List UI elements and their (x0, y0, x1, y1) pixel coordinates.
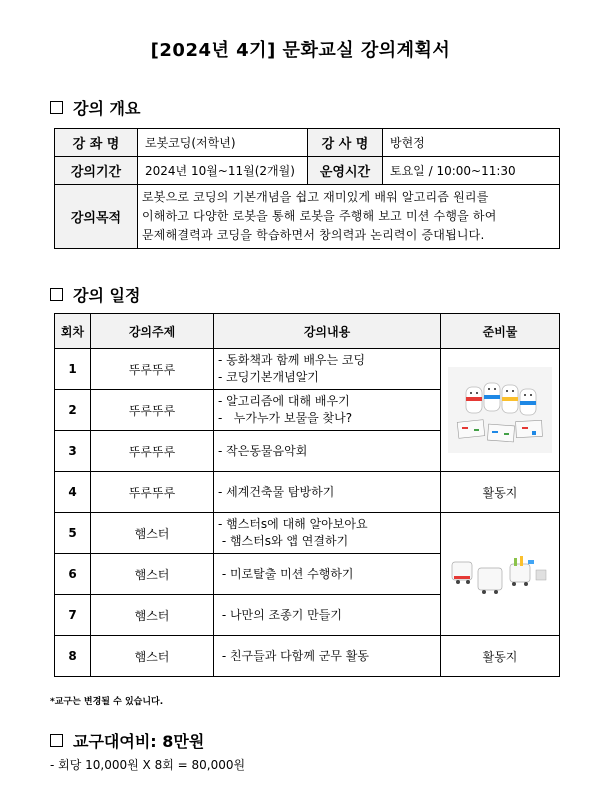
session-topic: 뚜루뚜루 (91, 472, 214, 513)
table-row (55, 513, 560, 554)
fee-heading (50, 729, 204, 752)
session-number: 3 (55, 431, 91, 472)
content-line: - 코딩기본개념알기 (218, 370, 319, 384)
teacher-label: 강 사 명 (308, 129, 383, 157)
session-content (214, 513, 441, 554)
content-line: - 나만의 조종기 만들기 (218, 607, 342, 622)
content-line: - 작은동물음악회 (218, 443, 308, 458)
time-value: 토요일 / 10:00~11:30 (383, 157, 560, 185)
col-header-session: 회차 (55, 314, 91, 349)
time-label: 운영시간 (308, 157, 383, 185)
teacher-value: 방현정 (383, 129, 560, 157)
goal-line: 이해하고 다양한 로봇을 통해 로봇을 주행해 보고 미션 수행을 하여 (142, 209, 497, 223)
session-content (214, 636, 441, 677)
checkbox-square-icon (50, 734, 63, 747)
hamster-robots-photo (448, 544, 552, 604)
session-content (214, 349, 441, 390)
goal-label: 강의목적 (55, 185, 138, 249)
goal-line: 문제해결력과 코딩을 학습하면서 창의력과 논리력이 증대됩니다. (142, 228, 485, 242)
session-topic: 뚜루뚜루 (91, 431, 214, 472)
schedule-heading (50, 283, 140, 306)
table-row (55, 636, 560, 677)
col-header-topic: 강의주제 (91, 314, 214, 349)
material-worksheet: 활동지 (441, 472, 560, 513)
period-value: 2024년 10월~11월(2개월) (138, 157, 308, 185)
content-line: - 알고리즘에 대해 배우기 (218, 394, 350, 408)
schedule-heading-text: 강의 일정 (73, 286, 141, 305)
materials-note: *교구는 변경될 수 있습니다. (50, 697, 164, 707)
session-number: 2 (55, 390, 91, 431)
content-line: - 햄스터s에 대해 알아보아요 (218, 517, 368, 531)
content-line: - 미로탈출 미션 수행하기 (218, 566, 354, 581)
session-number: 1 (55, 349, 91, 390)
session-number: 6 (55, 554, 91, 595)
material-cell-truetrue (441, 349, 560, 472)
goal-description (138, 185, 560, 249)
overview-heading-text: 강의 개요 (73, 99, 141, 118)
content-line: - 세계건축물 탐방하기 (218, 484, 335, 499)
course-label: 강 좌 명 (55, 129, 138, 157)
material-worksheet: 활동지 (441, 636, 560, 677)
session-content (214, 595, 441, 636)
session-content (214, 554, 441, 595)
session-number: 8 (55, 636, 91, 677)
session-content (214, 431, 441, 472)
course-value: 로봇코딩(저학년) (138, 129, 308, 157)
page-title: [2024년 4기] 문화교실 강의계획서 (150, 40, 451, 61)
period-label: 강의기간 (55, 157, 138, 185)
truetrue-robots-photo (448, 367, 552, 453)
checkbox-square-icon (50, 101, 63, 114)
content-line: - 누가누가 보물을 찾나? (218, 411, 353, 425)
checkbox-square-icon (50, 288, 63, 301)
overview-table (54, 128, 560, 249)
content-line: - 햄스터s와 앱 연결하기 (218, 534, 349, 548)
session-content (214, 390, 441, 431)
overview-heading (50, 96, 140, 119)
session-number: 7 (55, 595, 91, 636)
content-line: - 친구들과 다함께 군무 활동 (218, 648, 369, 663)
table-row (55, 349, 560, 390)
col-header-materials: 준비물 (441, 314, 560, 349)
session-topic: 뚜루뚜루 (91, 390, 214, 431)
content-line: - 동화책과 함께 배우는 코딩 (218, 353, 366, 367)
schedule-table (54, 313, 560, 677)
session-topic: 햄스터 (91, 595, 214, 636)
table-row (55, 472, 560, 513)
material-cell-hamster (441, 513, 560, 636)
session-topic: 햄스터 (91, 554, 214, 595)
session-number: 4 (55, 472, 91, 513)
goal-line: 로봇으로 코딩의 기본개념을 쉽고 재미있게 배워 알고리즘 원리를 (142, 190, 489, 204)
session-content (214, 472, 441, 513)
session-topic: 햄스터 (91, 636, 214, 677)
session-topic: 햄스터 (91, 513, 214, 554)
fee-detail: - 회당 10,000원 X 8회 = 80,000원 (50, 758, 246, 772)
col-header-content: 강의내용 (214, 314, 441, 349)
session-topic: 뚜루뚜루 (91, 349, 214, 390)
fee-heading-text: 교구대여비: 8만원 (73, 732, 205, 751)
session-number: 5 (55, 513, 91, 554)
